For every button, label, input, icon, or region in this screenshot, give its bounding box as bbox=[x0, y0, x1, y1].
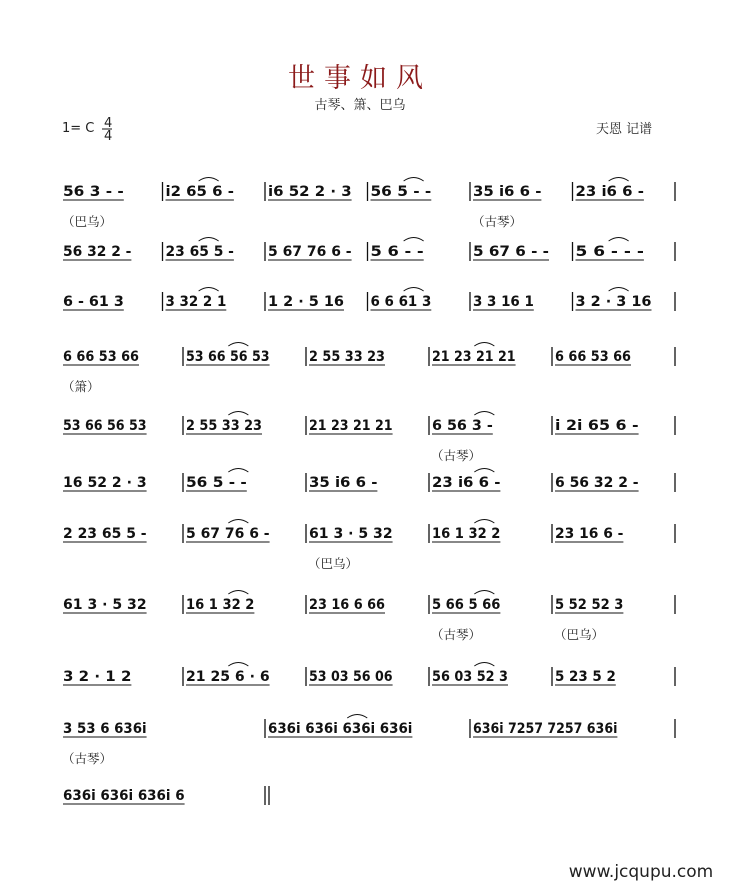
site-watermark: www.jcqupu.com bbox=[568, 862, 714, 882]
measure: 5 52 52 3 bbox=[555, 597, 624, 613]
notation-line bbox=[62, 715, 675, 767]
measure: 16 52 2 · 3 bbox=[63, 475, 147, 491]
measure: 35 i6 6 - bbox=[309, 475, 378, 491]
measure: 6 66 53 66 bbox=[555, 349, 631, 365]
slur-mark bbox=[474, 412, 494, 416]
measure: 6 6 61 3 bbox=[370, 294, 432, 310]
measure: 2 55 33 23 bbox=[309, 349, 385, 365]
measure: 1 2 · 5 16 bbox=[268, 294, 344, 310]
measure: i6 52 2 · 3 bbox=[268, 184, 352, 200]
slur-mark bbox=[228, 412, 248, 416]
notation-line bbox=[62, 343, 675, 395]
slur-mark bbox=[404, 178, 424, 182]
measure: 6 66 53 66 bbox=[63, 349, 139, 365]
slur-mark bbox=[347, 715, 367, 719]
measure: 53 66 56 53 bbox=[63, 418, 147, 434]
slur-mark bbox=[228, 663, 248, 667]
slur-mark bbox=[228, 343, 248, 347]
measure: 61 3 · 5 32 bbox=[309, 526, 393, 542]
slur-mark bbox=[228, 469, 248, 473]
slur-mark bbox=[199, 238, 219, 242]
notation-line bbox=[63, 238, 675, 262]
measure: 23 i6 6 - bbox=[575, 184, 645, 200]
notation-line bbox=[63, 412, 675, 464]
measure: 56 5 - - bbox=[186, 475, 248, 491]
measure: 3 2 · 3 16 bbox=[575, 294, 652, 310]
time-signature-top: 4 bbox=[104, 116, 113, 131]
slur-mark bbox=[404, 238, 424, 242]
song-title: 世事如风 bbox=[288, 63, 432, 94]
slur-mark bbox=[609, 288, 629, 292]
transcriber-credit: 天恩 记谱 bbox=[596, 122, 653, 137]
key-signature: 1= C bbox=[62, 121, 95, 136]
notation-line bbox=[63, 591, 675, 643]
slur-mark bbox=[228, 591, 248, 595]
instrument-label: （古琴） bbox=[472, 214, 523, 229]
measure: i 2i 65 6 - bbox=[555, 418, 639, 434]
slur-mark bbox=[474, 469, 494, 473]
measure: 636i 7257 7257 636i bbox=[473, 721, 618, 737]
measure: 23 65 5 - bbox=[165, 244, 235, 260]
measure: 61 3 · 5 32 bbox=[63, 597, 147, 613]
slur-mark bbox=[474, 591, 494, 595]
measure: 5 66 5 66 bbox=[432, 597, 501, 613]
slur-mark bbox=[199, 288, 219, 292]
instrument-label: （巴乌） bbox=[62, 214, 113, 229]
time-signature-bottom: 4 bbox=[104, 129, 113, 144]
measure: 5 67 76 6 - bbox=[268, 244, 352, 260]
measure: 21 25 6 · 6 bbox=[186, 669, 270, 685]
notation-line bbox=[63, 663, 675, 687]
measure: 5 6 - - bbox=[370, 244, 424, 260]
measure: 6 56 3 - bbox=[432, 418, 493, 434]
measure: 3 3 16 1 bbox=[473, 294, 534, 310]
instrument-label: （巴乌） bbox=[554, 627, 605, 642]
slur-mark bbox=[609, 178, 629, 182]
slur-mark bbox=[474, 663, 494, 667]
measure: 5 23 5 2 bbox=[555, 669, 616, 685]
measure: 3 2 · 1 2 bbox=[63, 669, 132, 685]
measure: 23 16 6 66 bbox=[309, 597, 385, 613]
slur-mark bbox=[474, 343, 494, 347]
slur-mark bbox=[474, 520, 494, 524]
measure: 16 1 32 2 bbox=[186, 597, 255, 613]
measure: 53 66 56 53 bbox=[186, 349, 270, 365]
measure: 21 23 21 21 bbox=[309, 418, 393, 434]
measure: 2 23 65 5 - bbox=[63, 526, 147, 542]
slur-mark bbox=[609, 238, 629, 242]
instrument-label: （古琴） bbox=[431, 448, 482, 463]
measure: 53 03 56 06 bbox=[309, 669, 393, 685]
instrument-label: （古琴） bbox=[62, 751, 113, 766]
notation-line bbox=[62, 178, 675, 230]
measure: 6 - 61 3 bbox=[63, 294, 124, 310]
measure: i2 65 6 - bbox=[165, 184, 235, 200]
measure: 636i 636i 636i 636i bbox=[268, 721, 413, 737]
notation-lines bbox=[62, 178, 675, 806]
slur-mark bbox=[228, 520, 248, 524]
measure: 21 23 21 21 bbox=[432, 349, 516, 365]
measure: 3 32 2 1 bbox=[165, 294, 227, 310]
notation-line bbox=[63, 786, 269, 805]
instrument-label: （箫） bbox=[62, 379, 100, 394]
measure: 2 55 33 23 bbox=[186, 418, 262, 434]
instrument-subtitle: 古琴、箫、巴乌 bbox=[314, 98, 406, 113]
measure: 56 3 - - bbox=[63, 184, 125, 200]
measure: 56 03 52 3 bbox=[432, 669, 508, 685]
notation-line bbox=[63, 520, 675, 572]
measure: 6 56 32 2 - bbox=[555, 475, 639, 491]
instrument-label: （巴乌） bbox=[308, 556, 359, 571]
slur-mark bbox=[404, 288, 424, 292]
measure: 56 32 2 - bbox=[63, 244, 132, 260]
measure: 3 53 6 636i bbox=[63, 721, 147, 737]
instrument-label: （古琴） bbox=[431, 627, 482, 642]
measure: 16 1 32 2 bbox=[432, 526, 501, 542]
measure: 636i 636i 636i 6 bbox=[63, 788, 185, 804]
measure: 5 6 - - - bbox=[575, 244, 645, 260]
slur-mark bbox=[199, 178, 219, 182]
measure: 56 5 - - bbox=[370, 184, 432, 200]
measure: 35 i6 6 - bbox=[473, 184, 542, 200]
measure: 23 16 6 - bbox=[555, 526, 624, 542]
notation-line bbox=[63, 288, 675, 312]
measure: 5 67 76 6 - bbox=[186, 526, 270, 542]
measure: 23 i6 6 - bbox=[432, 475, 501, 491]
measure: 5 67 6 - - bbox=[473, 244, 550, 260]
notation-line bbox=[63, 469, 675, 493]
